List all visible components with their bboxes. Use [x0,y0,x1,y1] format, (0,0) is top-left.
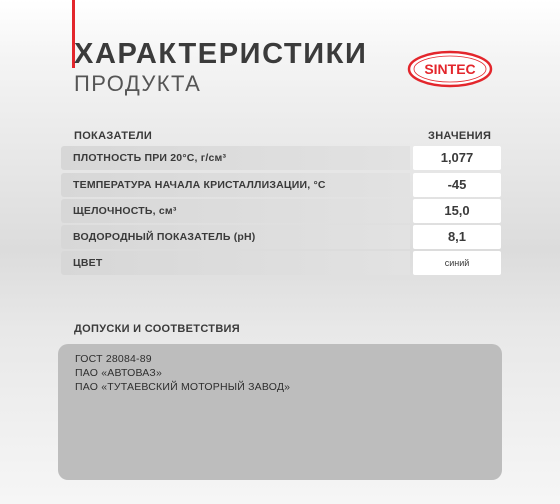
page-title: ХАРАКТЕРИСТИКИ [74,38,368,70]
approvals-title: ДОПУСКИ И СООТВЕТСТВИЯ [74,323,240,335]
approvals-box [58,344,502,480]
approval-item: ПАО «ТУТАЕВСКИЙ МОТОРНЫЙ ЗАВОД» [75,381,291,393]
table-row [61,225,501,249]
column-header-values: ЗНАЧЕНИЯ [428,130,492,142]
param-value: 1,077 [413,146,501,170]
table-row [61,251,501,275]
approval-item: ГОСТ 28084-89 [75,353,152,365]
param-value: синий [413,251,501,275]
sintec-logo [407,49,493,89]
table-row [61,173,501,197]
approval-item: ПАО «АВТОВАЗ» [75,367,162,379]
param-label: ТЕМПЕРАТУРА НАЧАЛА КРИСТАЛЛИЗАЦИИ, °С [61,173,410,197]
column-header-params: ПОКАЗАТЕЛИ [74,130,153,142]
page-subtitle: ПРОДУКТА [74,71,202,96]
param-label: ПЛОТНОСТЬ ПРИ 20°С, г/см³ [61,146,410,170]
param-value: 8,1 [413,225,501,249]
param-label: ЩЕЛОЧНОСТЬ, см³ [61,199,410,223]
table-row [61,146,501,170]
logo-text: SINTEC [424,61,476,77]
param-value: -45 [413,173,501,197]
approvals-list [58,344,502,394]
table-row [61,199,501,223]
param-label: ЦВЕТ [61,251,410,275]
param-value: 15,0 [413,199,501,223]
param-label: ВОДОРОДНЫЙ ПОКАЗАТЕЛЬ (pH) [61,225,410,249]
